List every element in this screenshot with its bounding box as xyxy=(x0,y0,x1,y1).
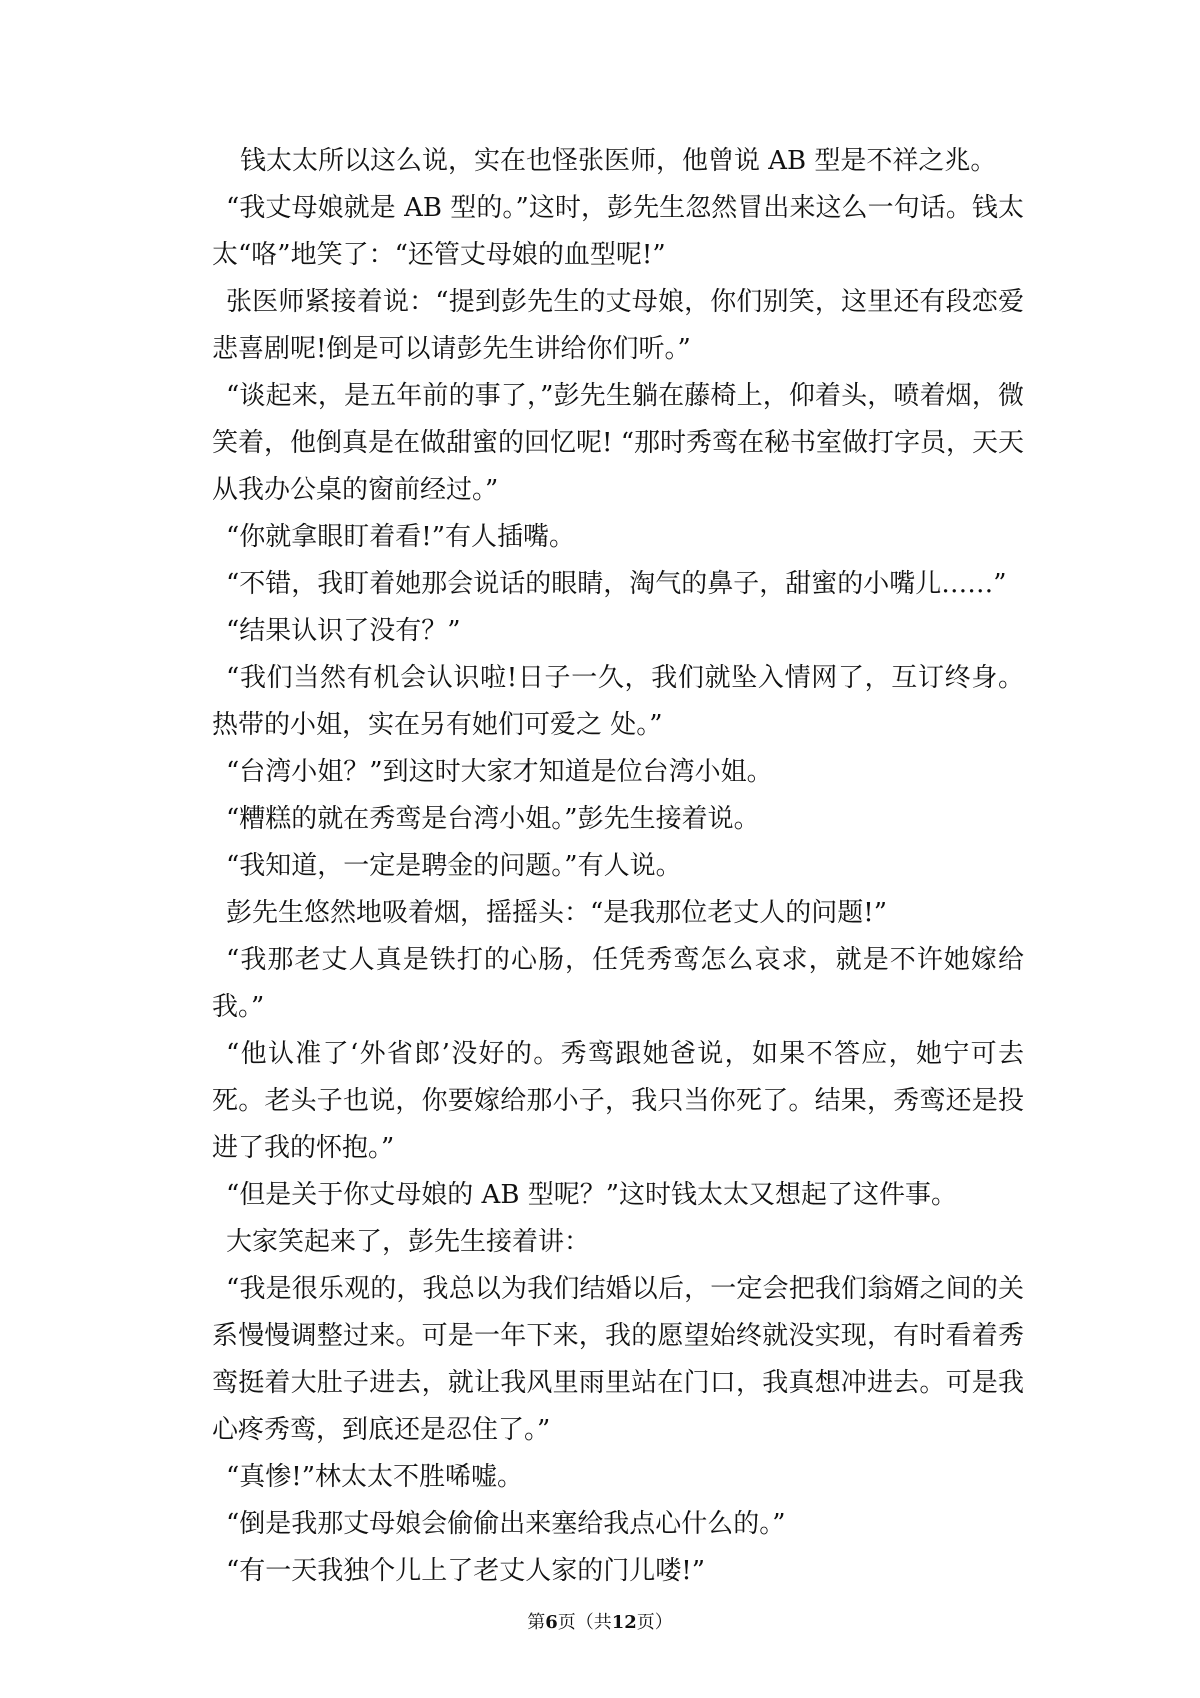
paragraph: “但是关于你丈母娘的 AB 型呢？”这时钱太太又想起了这件事。 xyxy=(226,1180,957,1210)
paragraph: “结果认识了没有？” xyxy=(226,616,461,646)
paragraph: “他认准了‘外省郎’没好的。秀鸾跟她爸说，如果不答应，她宁可去死。老头子也说，你要嫁给那小子，我只当你死了。结果，秀鸾还是投进了我的怀抱。” xyxy=(212,1039,1024,1163)
footer-prefix: 第 xyxy=(527,1612,546,1633)
paragraph: 钱太太所以这么说，实在也怪张医师，他曾说 AB 型是不祥之兆。 xyxy=(240,146,997,176)
footer-total-pages: 12 xyxy=(611,1612,637,1633)
paragraph: “真惨!”林太太不胜唏嘘。 xyxy=(226,1462,524,1492)
paragraph: “台湾小姐？”到这时大家才知道是位台湾小姐。 xyxy=(226,757,773,787)
footer-suffix: 页） xyxy=(636,1612,673,1633)
paragraph: “我们当然有机会认识啦!日子一久，我们就坠入情网了，互订终身。热带的小姐，实在另有她们可爱之 处。” xyxy=(212,663,1024,740)
paragraph: “糟糕的就在秀鸾是台湾小姐。”彭先生接着说。 xyxy=(226,804,760,834)
footer-page-number: 6 xyxy=(545,1612,558,1633)
footer-middle: 页（共 xyxy=(557,1612,612,1633)
paragraph: “我知道，一定是聘金的问题。”有人说。 xyxy=(226,851,682,881)
paragraph: 大家笑起来了，彭先生接着讲： xyxy=(226,1227,591,1257)
body-text xyxy=(212,138,1024,1595)
paragraph: “有一天我独个儿上了老丈人家的门儿喽!” xyxy=(226,1556,706,1586)
paragraph: 张医师紧接着说：“提到彭先生的丈母娘，你们别笑，这里还有段恋爱悲喜剧呢!倒是可以请彭先生讲给你们听。” xyxy=(212,287,1024,364)
paragraph: “我是很乐观的，我总以为我们结婚以后，一定会把我们翁婿之间的关系慢慢调整过来。可是一年下来，我的愿望始终就没实现，有时看着秀鸾挺着大肚子进去，就让我风里雨里站在门口，我真想冲进去。可是我心疼秀鸾，到底还是忍住了。” xyxy=(212,1274,1024,1445)
page-footer xyxy=(0,1610,1200,1636)
paragraph: “谈起来，是五年前的事了，”彭先生躺在藤椅上，仰着头，喷着烟，微笑着，他倒真是在做甜蜜的回忆呢! “那时秀鸾在秘书室做打字员，天天从我办公桌的窗前经过。” xyxy=(212,381,1025,505)
paragraph: “你就拿眼盯着看!”有人插嘴。 xyxy=(226,522,576,552)
paragraph: 彭先生悠然地吸着烟，摇摇头：“是我那位老丈人的问题!” xyxy=(226,898,888,928)
paragraph: “我那老丈人真是铁打的心肠，任凭秀鸾怎么哀求，就是不许她嫁给我。” xyxy=(212,945,1024,1022)
paragraph: “不错，我盯着她那会说话的眼睛，淘气的鼻子，甜蜜的小嘴儿……” xyxy=(226,569,1007,599)
paragraph: “我丈母娘就是 AB 型的。”这时，彭先生忽然冒出来这么一句话。钱太太“咯”地笑了：“还管丈母娘的血型呢!” xyxy=(212,193,1024,270)
paragraph: “倒是我那丈母娘会偷偷出来塞给我点心什么的。” xyxy=(226,1509,786,1539)
